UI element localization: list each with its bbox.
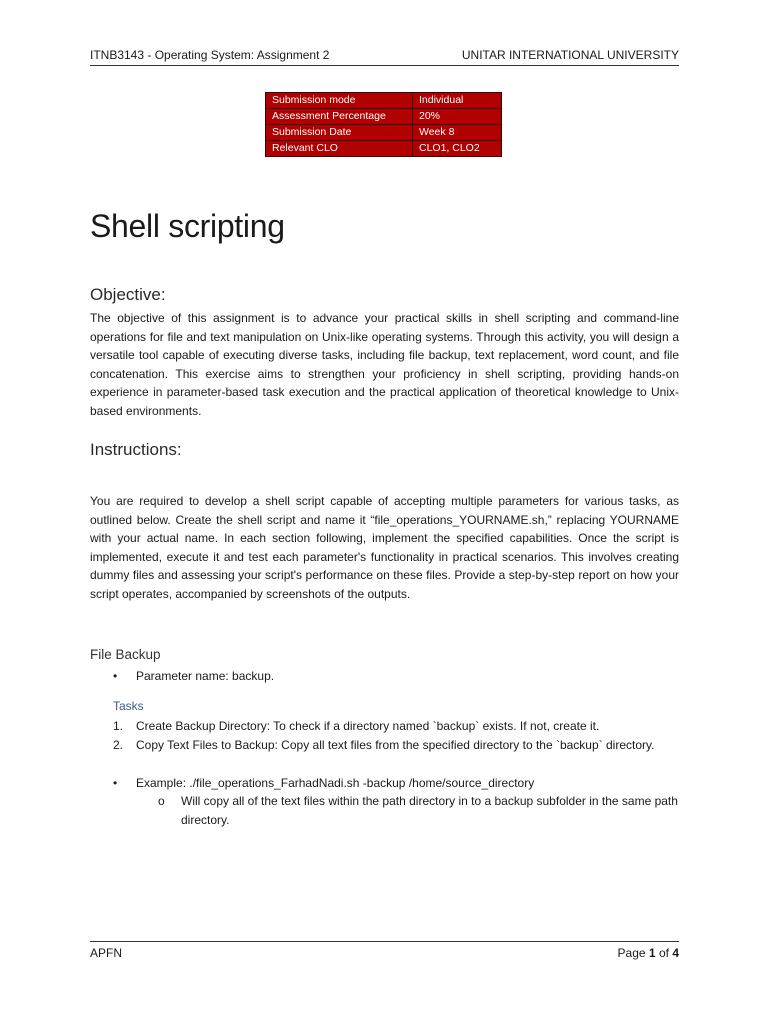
list-item-text: Copy Text Files to Backup: Copy all text files from the specified directory to the `backup` directory. bbox=[136, 738, 655, 752]
table-value: CLO1, CLO2 bbox=[413, 141, 502, 157]
list-number: 1. bbox=[113, 719, 124, 733]
table-key: Assessment Percentage bbox=[266, 109, 413, 125]
list-item bbox=[113, 774, 679, 793]
list-item bbox=[113, 667, 696, 686]
table-value: 20% bbox=[413, 109, 502, 125]
objective-heading: Objective: bbox=[90, 285, 166, 304]
page-number: Page 1 of 4 bbox=[617, 946, 679, 960]
table-row bbox=[266, 93, 502, 109]
instructions-paragraph: You are required to develop a shell script capable of accepting multiple parameters for various tasks, as outlined below. Create the shell script and name it “file_operations_YOURNAME.sh,” replacing YOURNAME with your actual name. In each section following, implement the specified capabilities. Once the script is implemented, execute it and test each parameter's functionality in practical scenarios. This involves creating dummy files and assessing your script's performance on these files. Provide a step-by-step report on how your script operates, accompanied by screenshots of the outputs. bbox=[90, 494, 679, 601]
example-command: Example: ./file_operations_FarhadNadi.sh -backup /home/source_directory bbox=[136, 776, 535, 790]
table-key: Submission mode bbox=[266, 93, 413, 109]
list-item bbox=[113, 736, 666, 755]
header-university: UNITAR INTERNATIONAL UNIVERSITY bbox=[461, 48, 679, 62]
page-footer bbox=[90, 941, 679, 961]
tasks-heading: Tasks bbox=[113, 699, 144, 713]
table-key: Relevant CLO bbox=[266, 141, 413, 157]
header-course-title: ITNB3143 - Operating System: Assignment 2 bbox=[90, 48, 330, 62]
list-number: 2. bbox=[113, 738, 124, 752]
list-item bbox=[113, 717, 679, 736]
footer-author: APFN bbox=[90, 946, 123, 960]
table-row bbox=[266, 141, 502, 157]
table-value: Week 8 bbox=[413, 125, 502, 141]
bullet-icon: • bbox=[113, 669, 118, 683]
list-item-text: Parameter name: backup. bbox=[136, 669, 275, 683]
table-value: Individual bbox=[413, 93, 502, 109]
assignment-info-table bbox=[265, 92, 502, 157]
list-item bbox=[158, 792, 679, 829]
page-header bbox=[90, 47, 679, 66]
example-description: Will copy all of the text files within the path directory in to a backup subfolder in the same path directory. bbox=[181, 794, 678, 827]
list-item-text: Create Backup Directory: To check if a directory named `backup` exists. If not, create it. bbox=[136, 719, 600, 733]
table-row bbox=[266, 109, 502, 125]
bullet-icon: • bbox=[113, 776, 118, 790]
document-title: Shell scripting bbox=[90, 208, 285, 244]
objective-paragraph: The objective of this assignment is to advance your practical skills in shell scripting and command-line operations for file and text manipulation on Unix-like operating systems. Through this activity, you will design a versatile tool capable of executing diverse tasks, including file backup, text replacement, word count, and file concatenation. This exercise aims to strengthen your proficiency in shell scripting, providing hands-on experience in parameter-based task execution and the practical application of theoretical knowledge to Unix-based environments. bbox=[90, 311, 679, 418]
instructions-heading: Instructions: bbox=[90, 440, 182, 459]
table-key: Submission Date bbox=[266, 125, 413, 141]
circle-bullet-icon: o bbox=[158, 794, 165, 808]
file-backup-heading: File Backup bbox=[90, 647, 161, 662]
table-row bbox=[266, 125, 502, 141]
